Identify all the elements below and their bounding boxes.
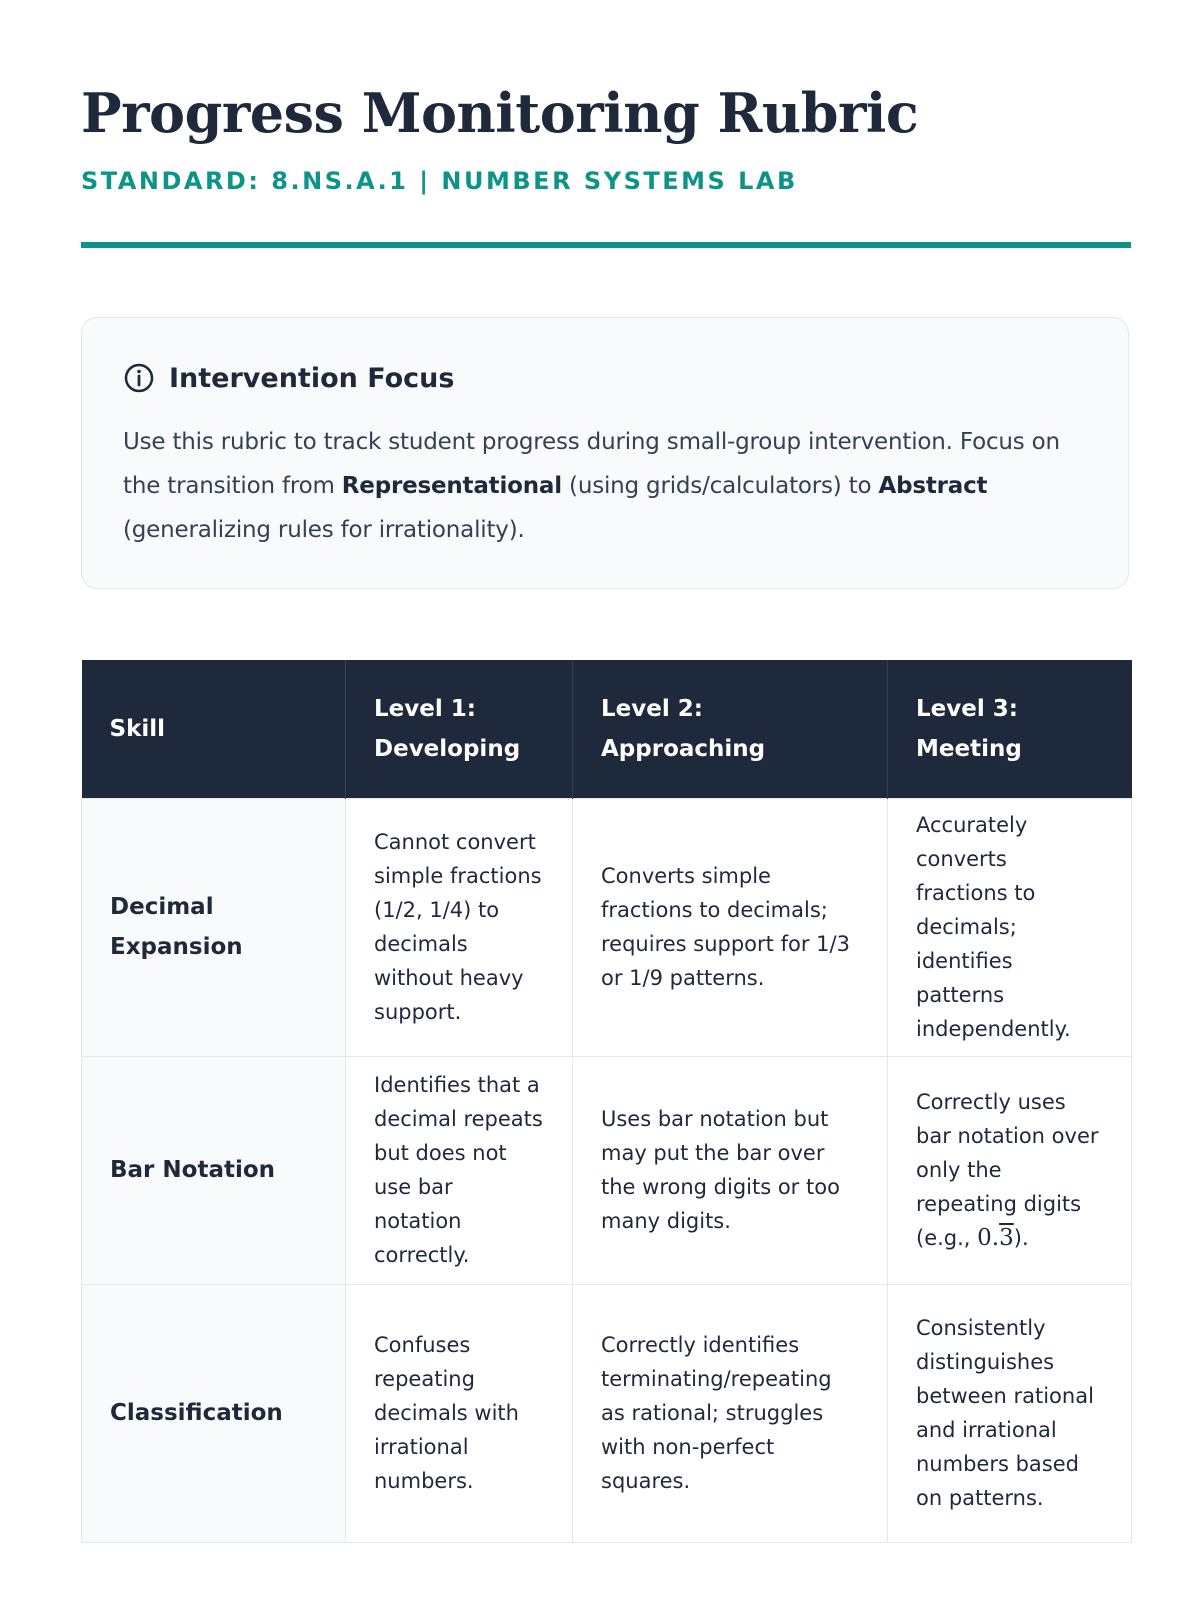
callout-header [123, 362, 454, 394]
table-header-row [82, 660, 1132, 798]
level-1-cell: Identifies that a decimal repeats but does not use bar notation correctly. [346, 1056, 573, 1284]
skill-cell: Decimal Expansion [82, 798, 346, 1056]
math-integer-part: 0. [977, 1225, 1000, 1251]
callout-text-end: (generalizing rules for irrationality). [123, 517, 525, 543]
math-repeating-digit: 3 [999, 1225, 1014, 1251]
page-title: Progress Monitoring Rubric [81, 81, 919, 145]
level-3-cell: Accurately converts fractions to decimals; identifies patterns independently. [888, 798, 1132, 1056]
rubric-table [81, 660, 1132, 1543]
skill-cell: Classification [82, 1284, 346, 1542]
info-icon [123, 362, 155, 394]
callout-bold-abstract: Abstract [878, 473, 988, 499]
callout-title: Intervention Focus [169, 362, 455, 394]
callout-bold-representational: Representational [341, 473, 562, 499]
header-divider [81, 242, 1131, 248]
callout-body [123, 420, 1093, 552]
repeating-decimal-example [977, 1225, 1014, 1251]
level-3-cell: Consistently distinguishes between rational and irrational numbers based on patterns. [888, 1284, 1132, 1542]
header-level-2: Level 2: Approaching [573, 660, 888, 798]
callout-text-intro: Use this rubric to track student progress during small-group intervention. Focus on the transition from [123, 429, 1060, 499]
level-3-cell [888, 1056, 1132, 1284]
callout-text-mid: (using grids/calculators) to [561, 473, 879, 499]
intervention-callout [81, 317, 1129, 589]
table-row [82, 1284, 1132, 1542]
level-3-text: Correctly uses bar notation over only the repeating digits (e.g., [916, 1090, 1099, 1250]
level-2-cell: Converts simple fractions to decimals; requires support for 1/3 or 1/9 patterns. [573, 798, 888, 1056]
header-level-1: Level 1: Developing [346, 660, 573, 798]
level-1-cell: Confuses repeating decimals with irrational numbers. [346, 1284, 573, 1542]
table-row [82, 798, 1132, 1056]
level-1-cell: Cannot convert simple fractions (1/2, 1/4) to decimals without heavy support. [346, 798, 573, 1056]
level-3-text-end: ). [1013, 1226, 1029, 1250]
skill-cell: Bar Notation [82, 1056, 346, 1284]
level-2-cell: Uses bar notation but may put the bar over the wrong digits or too many digits. [573, 1056, 888, 1284]
level-2-cell: Correctly identifies terminating/repeating as rational; struggles with non-perfect squares. [573, 1284, 888, 1542]
header-skill: Skill [82, 660, 346, 798]
page-subtitle: STANDARD: 8.NS.A.1 | NUMBER SYSTEMS LAB [81, 167, 798, 195]
header-level-3: Level 3: Meeting [888, 660, 1132, 798]
table-row [82, 1056, 1132, 1284]
